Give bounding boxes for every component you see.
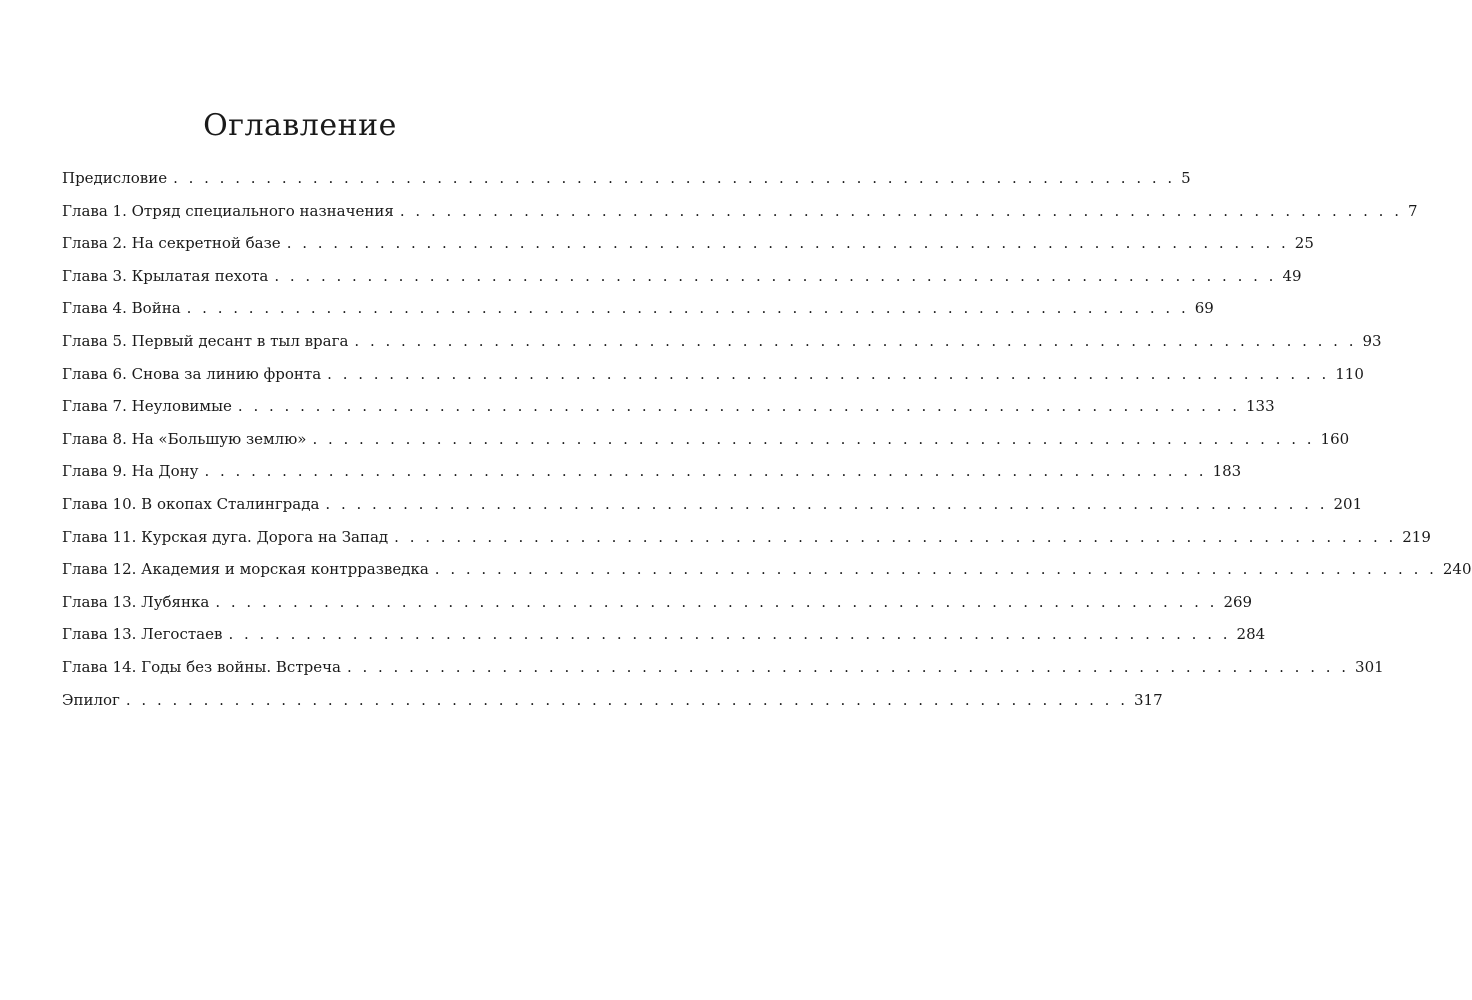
toc-entry: [62, 455, 1242, 488]
toc-entry: [62, 488, 1363, 521]
toc-entry-title: Глава 13. Лубянка: [62, 592, 210, 611]
dot-leader: . . . . . . . . . . . . . . . . . . . . . . . . . . . . . . . . . . . . . . . . . . . . . . . . . . . . . . . . . . . . . . . . .: [399, 201, 1402, 220]
toc-entry: [62, 651, 1384, 684]
toc-entry: [62, 423, 1350, 456]
toc-entry-title: Эпилог: [62, 690, 120, 709]
dot-leader: . . . . . . . . . . . . . . . . . . . . . . . . . . . . . . . . . . . . . . . . . . . . . . . . . . . . . . . . . . . . . . . . .: [125, 690, 1128, 709]
toc-entry-page: 284: [1236, 625, 1266, 644]
toc-entry: [62, 586, 1253, 619]
toc-entry-title: Глава 1. Отряд специального назначения: [62, 201, 394, 220]
page-title: Оглавление: [203, 108, 397, 144]
toc-entry-page: 110: [1335, 364, 1364, 383]
toc-entry: [62, 325, 1382, 358]
toc-entry-title: Глава 3. Крылатая пехота: [62, 266, 269, 285]
toc-entry-title: Глава 7. Неуловимые: [62, 397, 232, 416]
toc-entry-page: 69: [1194, 299, 1214, 318]
toc-entry-title: Глава 11. Курская дуга. Дорога на Запад: [62, 527, 389, 546]
table-of-contents: [62, 162, 1472, 716]
toc-entry: [62, 684, 1163, 717]
toc-entry: [62, 195, 1418, 228]
toc-entry: [62, 292, 1214, 325]
toc-entry-title: Глава 10. В окопах Сталинграда: [62, 494, 320, 513]
toc-entry: [62, 358, 1364, 391]
dot-leader: . . . . . . . . . . . . . . . . . . . . . . . . . . . . . . . . . . . . . . . . . . . . . . . . . . . . . . . . . . . . . . . . .: [186, 299, 1189, 318]
toc-entry-title: Глава 8. На «Большую землю»: [62, 429, 307, 448]
toc-entry-page: 301: [1355, 657, 1384, 676]
dot-leader: . . . . . . . . . . . . . . . . . . . . . . . . . . . . . . . . . . . . . . . . . . . . . . . . . . . . . . . . . . . . . . . . .: [346, 657, 1350, 676]
toc-entry-page: 49: [1282, 266, 1302, 285]
dot-leader: . . . . . . . . . . . . . . . . . . . . . . . . . . . . . . . . . . . . . . . . . . . . . . . . . . . . . . . . . . . . . . . . .: [228, 625, 1231, 644]
toc-entry: [62, 553, 1472, 586]
toc-entry-title: Глава 4. Война: [62, 299, 181, 318]
toc-entry-title: Предисловие: [62, 169, 168, 187]
toc-entry-title: Глава 12. Академия и морская контрразведка: [62, 560, 429, 579]
toc-entry: [62, 227, 1314, 260]
toc-entry-title: Глава 2. На секретной базе: [62, 234, 281, 253]
dot-leader: . . . . . . . . . . . . . . . . . . . . . . . . . . . . . . . . . . . . . . . . . . . . . . . . . . . . . . . . . . . . . . . . .: [312, 429, 1315, 448]
toc-entry-page: 93: [1362, 331, 1382, 350]
toc-entry-page: 269: [1223, 592, 1253, 611]
dot-leader: . . . . . . . . . . . . . . . . . . . . . . . . . . . . . . . . . . . . . . . . . . . . . . . . . . . . . . . . . . . . . . . . .: [394, 527, 1397, 546]
toc-entry: [62, 260, 1302, 293]
dot-leader: . . . . . . . . . . . . . . . . . . . . . . . . . . . . . . . . . . . . . . . . . . . . . . . . . . . . . . . . . . . . . . . . .: [434, 560, 1437, 579]
toc-entry-title: Глава 9. На Дону: [62, 462, 199, 481]
toc-entry: [62, 521, 1431, 554]
dot-leader: . . . . . . . . . . . . . . . . . . . . . . . . . . . . . . . . . . . . . . . . . . . . . . . . . . . . . . . . . . . . . . . . .: [204, 462, 1207, 481]
toc-entry-page: 133: [1246, 397, 1275, 416]
dot-leader: . . . . . . . . . . . . . . . . . . . . . . . . . . . . . . . . . . . . . . . . . . . . . . . . . . . . . . . . . . . . . . . . .: [215, 592, 1218, 611]
toc-entry-title: Глава 14. Годы без войны. Встреча: [62, 657, 341, 676]
dot-leader: . . . . . . . . . . . . . . . . . . . . . . . . . . . . . . . . . . . . . . . . . . . . . . . . . . . . . . . . . . . . . . . . .: [274, 266, 1277, 285]
toc-entry-page: 5: [1181, 169, 1191, 187]
toc-entry-page: 317: [1133, 690, 1163, 709]
toc-entry-page: 201: [1333, 494, 1363, 513]
dot-leader: . . . . . . . . . . . . . . . . . . . . . . . . . . . . . . . . . . . . . . . . . . . . . . . . . . . . . . . . . . . . . . . . .: [173, 169, 1176, 187]
toc-entry-page: 160: [1320, 429, 1350, 448]
dot-leader: . . . . . . . . . . . . . . . . . . . . . . . . . . . . . . . . . . . . . . . . . . . . . . . . . . . . . . . . . . . . . . . . .: [327, 364, 1330, 383]
toc-entry-title: Глава 6. Снова за линию фронта: [62, 364, 322, 383]
toc-entry-title: Глава 5. Первый десант в тыл врага: [62, 331, 349, 350]
toc-entry-page: 240: [1442, 560, 1472, 579]
dot-leader: . . . . . . . . . . . . . . . . . . . . . . . . . . . . . . . . . . . . . . . . . . . . . . . . . . . . . . . . . . . . . . . . .: [237, 397, 1241, 416]
toc-entry-page: 7: [1407, 201, 1418, 220]
toc-entry-page: 25: [1294, 234, 1314, 253]
dot-leader: . . . . . . . . . . . . . . . . . . . . . . . . . . . . . . . . . . . . . . . . . . . . . . . . . . . . . . . . . . . . . . . . .: [286, 234, 1289, 253]
toc-entry-page: 183: [1212, 462, 1242, 481]
dot-leader: . . . . . . . . . . . . . . . . . . . . . . . . . . . . . . . . . . . . . . . . . . . . . . . . . . . . . . . . . . . . . . . . .: [354, 331, 1357, 350]
toc-entry: [62, 618, 1266, 651]
toc-entry-title: Глава 13. Легостаев: [62, 625, 223, 644]
dot-leader: . . . . . . . . . . . . . . . . . . . . . . . . . . . . . . . . . . . . . . . . . . . . . . . . . . . . . . . . . . . . . . . . .: [325, 494, 1328, 513]
toc-entry-page: 219: [1402, 527, 1431, 546]
toc-entry: [62, 162, 1191, 195]
toc-entry: [62, 390, 1275, 423]
